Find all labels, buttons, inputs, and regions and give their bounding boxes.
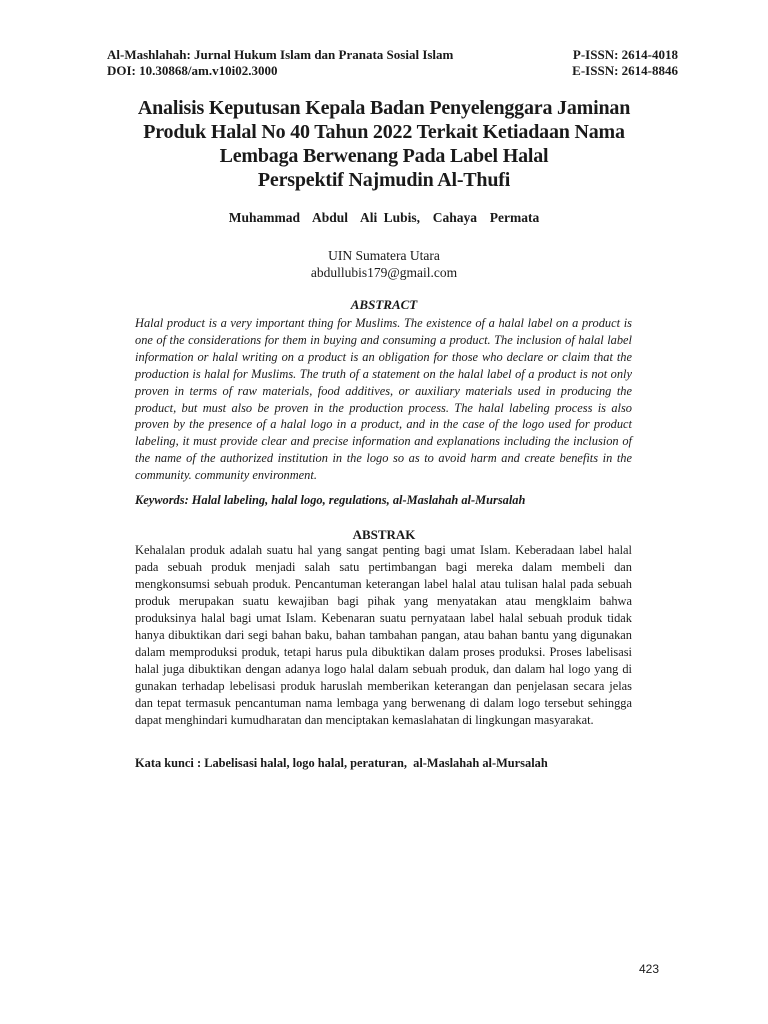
journal-name: Al-Mashlahah: Jurnal Hukum Islam dan Pranata Sosial Islam	[107, 47, 454, 62]
authors: Muhammad Abdul Ali Lubis, Cahaya Permata	[228, 210, 540, 225]
abstract-body: Halal product is a very important thing for Muslims. The existence of a halal label on a product is one of the considerations for them in buying and consuming a product. The inclusion of halal label information or halal writing on a product is an obligation for those who declare or claim that the production is halal for Muslims. The truth of a statement on the halal label of a product is not only proven in terms of raw materials, food additives, or auxiliary materials used in producing the product, but must also be proven in the production process. The halal labeling process is also proven by the presence of a halal logo in a product, and in the case of the logo used for product labeling, it must provide clear and precise information and explanations including the inclusion of the name of the authorized institution in the logo so as to avoid harm and create benefits in the community. community environment.	[135, 316, 632, 483]
page-number: 423	[639, 962, 660, 976]
e-issn: E-ISSN: 2614-8846	[572, 63, 678, 78]
abstrak-heading: ABSTRAK	[352, 527, 416, 542]
title-line: Perspektif Najmudin Al-Thufi	[257, 169, 511, 191]
abstract-keywords: Keywords: Halal labeling, halal logo, regulations, al-Maslahah al-Mursalah	[135, 493, 526, 507]
author-email: abdullubis179@gmail.com	[310, 265, 458, 280]
title-line: Lembaga Berwenang Pada Label Halal	[219, 145, 549, 167]
abstract-heading: ABSTRACT	[350, 297, 418, 312]
paper-title	[100, 96, 668, 192]
title-line: Produk Halal No 40 Tahun 2022 Terkait Ketiadaan Nama	[143, 121, 625, 143]
doi: DOI: 10.30868/am.v10i02.3000	[107, 63, 278, 78]
header-row-1	[107, 47, 678, 63]
title-line: Analisis Keputusan Kepala Badan Penyelenggara Jaminan	[137, 97, 631, 119]
affiliation	[0, 247, 768, 281]
p-issn: P-ISSN: 2614-4018	[572, 47, 678, 62]
abstrak-keywords: Kata kunci : Labelisasi halal, logo halal, peraturan, al-Maslahah al-Mursalah	[135, 756, 548, 770]
institution: UIN Sumatera Utara	[328, 248, 440, 263]
header-row-2	[107, 63, 678, 79]
abstrak-body: Kehalalan produk adalah suatu hal yang sangat penting bagi umat Islam. Keberadaan label halal pada sebuah produk menjadi salah satu pertimbangan bagi mereka dalam membeli dan mengkonsumsi sebuah produk. Pencantuman keterangan label halal atau tulisan halal pada sebuah produk merupakan suatu kewajiban bagi pihak yang menyatakan atau mengklaim bahwa produksinya halal bagi umat Islam. Kebenaran suatu pernyataan label halal sebuah produk tidak hanya dibuktikan dari segi bahan baku, bahan tambahan pangan, atau bahan bantu yang digunakan dalam memproduksi produk, tetapi harus pula dibuktikan dalam proses produksi. Proses labelisasi halal juga dibuktikan dengan adanya logo halal dalam sebuah produk, dan dalam hal logo yang di gunakan terhadap lebelisasi produk haruslah memberikan keterangan dan penjelasan secara jelas dan tepat termasuk pencantuman nama lembaga yang berwenang di dalam logo tersebut sehingga dapat menghindari kumudharatan dan menciptakan kemaslahatan di lingkungan masyarakat.	[135, 543, 632, 727]
